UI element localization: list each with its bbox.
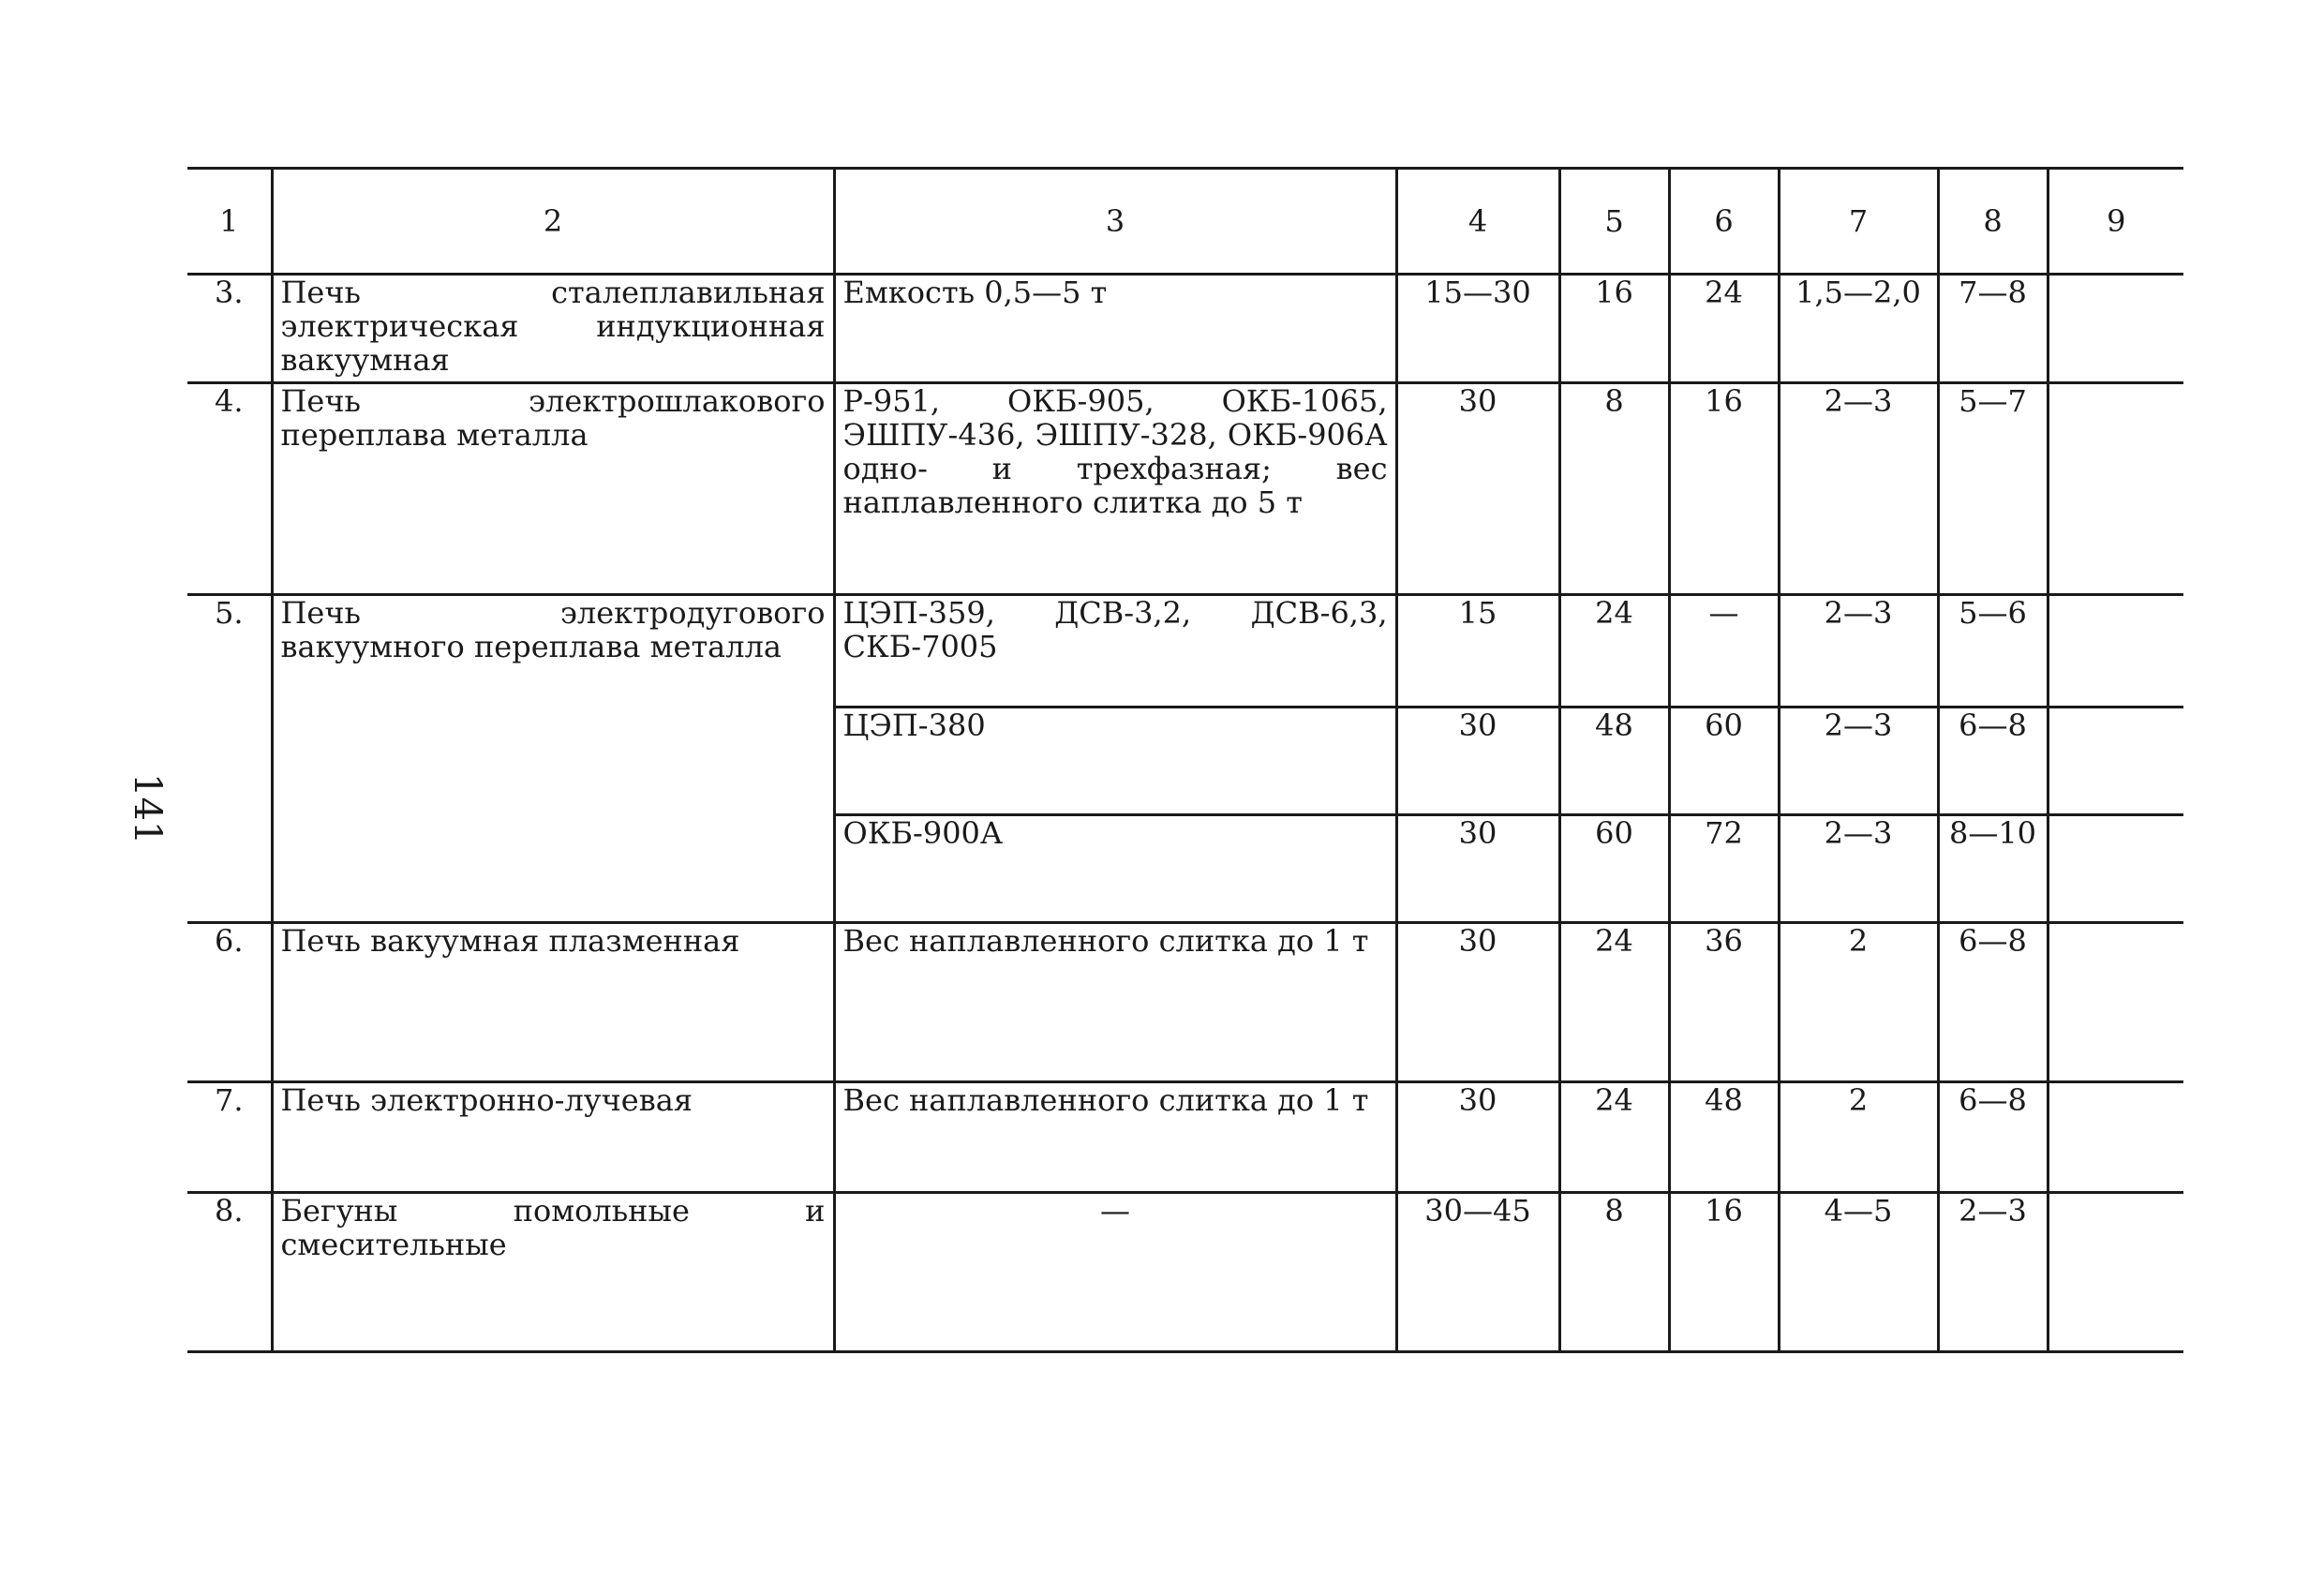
value-col-7: 2—3 [1779,708,1938,815]
value-col-7: 4—5 [1779,1193,1938,1352]
equipment-name: Печь электронно-лучевая [272,1082,834,1193]
value-col-8: 2—3 [1938,1193,2048,1352]
row-number: 3. [214,275,244,310]
value-col-4: 30 [1396,708,1559,815]
value-col-7: 2—3 [1779,595,1938,708]
value-col-5: 48 [1559,708,1669,815]
value-col-9 [2048,815,2183,923]
column-header: 2 [272,169,834,275]
value-col-4: 15 [1396,595,1559,708]
table-row [187,923,2183,1082]
value-col-8: 7—8 [1938,275,2048,383]
value-col-4: 15—30 [1396,275,1559,383]
equipment-type: Вес наплавленного слитка до 1 т [834,923,1396,1082]
equipment-name: Печь электродугового вакуумного переплава металла [272,595,834,923]
equipment-table [187,167,2183,1353]
value-col-9 [2048,1082,2183,1193]
value-col-7: 2 [1779,923,1938,1082]
value-col-8: 5—6 [1938,595,2048,708]
equipment-name: Печь сталеплавильная электрическая индукционная вакуумная [272,275,834,383]
value-col-5: 8 [1559,383,1669,595]
value-col-9 [2048,383,2183,595]
row-number: 7. [214,1082,244,1118]
equipment-type: ЦЭП-359, ДСВ-3,2, ДСВ-6,3, СКБ-7005 [834,595,1396,708]
value-col-6: 60 [1669,708,1779,815]
value-col-8: 6—8 [1938,923,2048,1082]
value-col-4: 30 [1396,923,1559,1082]
value-col-4: 30 [1396,815,1559,923]
value-col-9 [2048,708,2183,815]
equipment-name: Бегуны помольные и смесительные [272,1193,834,1352]
value-col-6: — [1669,595,1779,708]
table-row [187,275,2183,383]
value-col-7: 2—3 [1779,815,1938,923]
value-col-8: 5—7 [1938,383,2048,595]
column-header: 4 [1396,169,1559,275]
equipment-type: ОКБ-900А [834,815,1396,923]
value-col-4: 30 [1396,383,1559,595]
value-col-6: 16 [1669,1193,1779,1352]
value-col-9 [2048,595,2183,708]
value-col-5: 8 [1559,1193,1669,1352]
value-col-5: 16 [1559,275,1669,383]
value-col-9 [2048,275,2183,383]
table-row [187,595,2183,708]
equipment-name: Печь вакуумная плазменная [272,923,834,1082]
value-col-5: 60 [1559,815,1669,923]
equipment-name: Печь электрошлакового переплава металла [272,383,834,595]
value-col-8: 6—8 [1938,708,2048,815]
value-col-4: 30 [1396,1082,1559,1193]
table-row [187,383,2183,595]
value-col-9 [2048,923,2183,1082]
row-number: 6. [214,923,244,959]
value-col-8: 8—10 [1938,815,2048,923]
equipment-type: ЦЭП-380 [834,708,1396,815]
header-row [187,169,2183,275]
equipment-type: Р-951, ОКБ-905, ОКБ-1065, ЭШПУ-436, ЭШПУ-328, ОКБ-906А одно- и трехфазная; вес наплавленного слитка до 5 т [834,383,1396,595]
value-col-6: 36 [1669,923,1779,1082]
equipment-type: Вес наплавленного слитка до 1 т [834,1082,1396,1193]
column-header: 5 [1559,169,1669,275]
equipment-type: Емкость 0,5—5 т [834,275,1396,383]
column-header: 1 [219,203,239,239]
value-col-5: 24 [1559,923,1669,1082]
row-number: 4. [214,383,244,419]
equipment-type: — [834,1193,1396,1352]
column-header: 3 [834,169,1396,275]
page-number: 141 [126,773,169,845]
value-col-4: 30—45 [1396,1193,1559,1352]
value-col-6: 24 [1669,275,1779,383]
value-col-6: 72 [1669,815,1779,923]
value-col-8: 6—8 [1938,1082,2048,1193]
value-col-7: 2 [1779,1082,1938,1193]
row-number: 5. [214,595,244,631]
value-col-9 [2048,1193,2183,1352]
row-number: 8. [214,1193,244,1229]
value-col-7: 1,5—2,0 [1779,275,1938,383]
column-header: 7 [1779,169,1938,275]
column-header: 9 [2048,169,2183,275]
value-col-5: 24 [1559,595,1669,708]
table-row [187,1193,2183,1352]
value-col-7: 2—3 [1779,383,1938,595]
column-header: 6 [1669,169,1779,275]
column-header: 8 [1938,169,2048,275]
value-col-5: 24 [1559,1082,1669,1193]
value-col-6: 48 [1669,1082,1779,1193]
table-row [187,1082,2183,1193]
value-col-6: 16 [1669,383,1779,595]
